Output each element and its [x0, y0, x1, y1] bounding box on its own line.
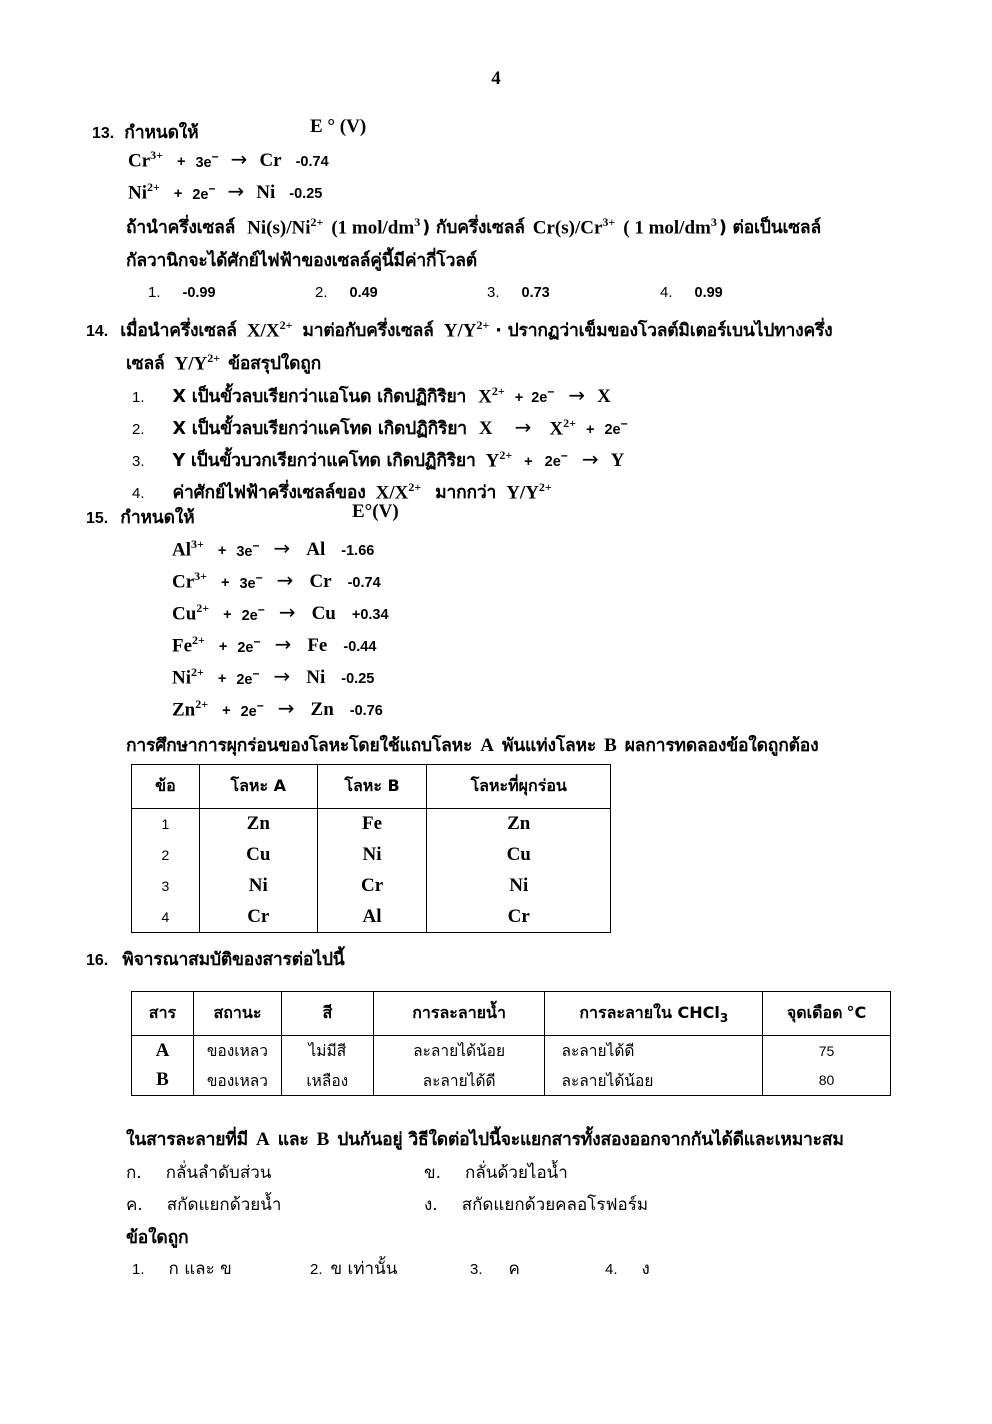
prop-row-a-substance: A — [132, 1036, 194, 1066]
prop-header-chcl3 — [545, 992, 763, 1036]
q14-line-2 — [126, 349, 321, 377]
metal-corrosion-table — [131, 764, 611, 933]
metal-table-header-corroded: โลหะที่ผุกร่อน — [427, 765, 611, 809]
q16-question-c: และ — [277, 1130, 309, 1150]
q14-line-1a: เมื่อนำครึ่งเซลล์ — [120, 321, 237, 341]
q16-option-1-number: 1. — [132, 1261, 145, 1278]
metal-row-4-corroded: Cr — [427, 902, 611, 933]
q13-option-2-text: 0.49 — [349, 285, 378, 301]
metal-row-4-no: 4 — [132, 902, 200, 933]
q16-option-3[interactable] — [470, 1255, 520, 1282]
arrow-right-icon: → — [273, 664, 291, 689]
q16-method-kho2[interactable] — [126, 1191, 281, 1218]
metal-row-1-no: 1 — [132, 809, 200, 840]
q13-option-1[interactable] — [148, 284, 216, 301]
q14-line-1d: $Y/Y^{2+}$ — [443, 317, 490, 341]
arrow-right-icon: → — [568, 383, 586, 407]
q14-option-2-number: 2. — [132, 421, 145, 438]
q14-option-1-text: X เป็นขั้วลบเรียกว่าแอโนด เกิดปฏิกิริยา — [172, 387, 467, 407]
q13-option-1-number: 1. — [148, 284, 161, 301]
q13-prompt: กำหนดให้ — [124, 123, 199, 143]
q15-heading — [86, 503, 194, 531]
q15-hc4-value: -0.44 — [343, 639, 377, 656]
q16-method-ka-letter: ก. — [126, 1163, 142, 1183]
q13-option-2-number: 2. — [315, 284, 328, 301]
q16-option-4[interactable] — [605, 1255, 650, 1282]
q15-hc1-plus: + — [217, 543, 227, 560]
q15-hc3-electrons: 2e− — [241, 602, 265, 624]
q16-method-kho-text: กลั่นด้วยไอน้ำ — [465, 1163, 568, 1183]
prop-header-chcl3-subscript: 3 — [719, 1011, 729, 1026]
q16-option-1-text: ก และ ข — [168, 1259, 232, 1279]
prop-header-bp-unit: °C — [846, 1003, 867, 1022]
q13-body-1d: ) กับครึ่งเซลล์ — [422, 218, 525, 238]
arrow-right-icon: → — [278, 600, 296, 625]
q13-body-1g: ) ต่อเป็นเซลล์ — [718, 218, 821, 238]
q14-option-1-equation: $X^{2+}$ — [478, 383, 505, 407]
prop-header-color: สี — [281, 992, 373, 1036]
q16-option-2-text: ข เท่านั้น — [330, 1259, 398, 1279]
q14-option-4-text: ค่าศักย์ไฟฟ้าครึ่งเซลล์ของ — [172, 483, 366, 503]
q16-method-ngo-text: สกัดแยกด้วยคลอโรฟอร์ม — [461, 1195, 649, 1215]
metal-table-header-metal-a: โลหะ A — [199, 765, 317, 809]
q13-body-1a: ถ้านำครึ่งเซลล์ — [126, 218, 236, 238]
question-13 — [0, 118, 992, 308]
q15-hc4-species: $Fe^{2+}$ — [172, 633, 205, 657]
q14-opt4-x: $X/X^{2+}$ — [375, 479, 422, 503]
q13-option-3[interactable] — [487, 284, 550, 301]
q13-hc2-product: Ni — [256, 182, 276, 204]
arrow-right-icon: → — [227, 179, 245, 204]
metal-table-header-no: ข้อ — [132, 765, 200, 809]
q14-opt1-product: X — [597, 386, 611, 407]
q15-halfcell-4 — [172, 633, 376, 657]
q14-opt2-plus: + — [586, 422, 595, 438]
metal-row-1-metal-b: Fe — [317, 809, 427, 840]
prop-row-b-state: ของเหลว — [193, 1066, 281, 1096]
question-14 — [0, 316, 992, 506]
q16-method-kho2-text: สกัดแยกด้วยน้ำ — [166, 1195, 282, 1215]
q15-hc5-plus: + — [217, 671, 227, 688]
q16-question-line — [126, 1125, 844, 1153]
q15-hc1-species: $Al^{3+}$ — [172, 537, 204, 561]
page-number: 4 — [491, 68, 501, 89]
q14-line-2c: ข้อสรุปใดถูก — [228, 354, 322, 374]
metal-row-2-metal-a: Cu — [199, 840, 317, 871]
prop-row-b-boiling-point: 80 — [763, 1066, 891, 1096]
q16-which-label: ข้อใดถูก — [126, 1228, 189, 1248]
q16-method-kho2-letter: ค. — [126, 1195, 143, 1215]
q16-method-ka[interactable] — [126, 1159, 271, 1186]
q15-statement — [126, 731, 818, 759]
table-row[interactable] — [132, 902, 611, 933]
q14-opt3-product: Y — [610, 450, 625, 471]
q14-option-3[interactable] — [132, 446, 624, 474]
q15-hc6-product: Zn — [310, 699, 334, 721]
q15-hc6-species: $Zn^{2+}$ — [172, 697, 209, 721]
q13-number: 13. — [92, 125, 115, 142]
q15-hc5-electrons: 2e− — [236, 666, 260, 688]
prop-header-substance: สาร — [132, 992, 194, 1036]
q13-heading — [92, 118, 198, 146]
q13-option-4-text: 0.99 — [694, 285, 723, 301]
q14-opt2-reactant: X — [478, 418, 493, 439]
q15-hc6-plus: + — [222, 703, 231, 720]
metal-row-3-no: 3 — [132, 871, 200, 902]
q15-statement-d: B — [604, 735, 617, 756]
q15-hc2-product: Cr — [309, 571, 332, 593]
prop-row-a-chcl3: ละลายได้ดี — [545, 1036, 763, 1066]
q13-body-1c: (1 mol/$dm^3$ — [331, 214, 421, 238]
q15-hc2-value: -0.74 — [347, 575, 381, 592]
q13-hc2-species: $Ni^{2+}$ — [128, 180, 160, 204]
q14-option-1-number: 1. — [132, 389, 145, 406]
q14-opt4-compare: มากกว่า — [435, 483, 497, 503]
q16-option-3-text: ค — [508, 1259, 520, 1279]
table-row[interactable] — [132, 871, 611, 902]
q14-line-2b: $Y/Y^{2+}$ — [174, 350, 221, 374]
q13-halfcell-1 — [128, 148, 329, 172]
q15-hc3-plus: + — [223, 607, 232, 624]
prop-row-a-water: ละลายได้น้อย — [373, 1036, 545, 1066]
q16-prompt: พิจารณาสมบัติของสารต่อไปนี้ — [122, 950, 345, 970]
prop-row-b-color: เหลือง — [281, 1066, 373, 1096]
q14-line-2a: เซลล์ — [126, 354, 165, 374]
q16-option-4-number: 4. — [605, 1261, 618, 1278]
arrow-right-icon: → — [274, 632, 292, 657]
prop-header-boiling-point — [763, 992, 891, 1036]
table-header-row — [132, 765, 611, 809]
q14-option-2-equation: $X^{2+}$ — [549, 415, 576, 439]
metal-row-4-metal-b: Al — [317, 902, 427, 933]
q15-hc4-electrons: 2e− — [237, 634, 261, 656]
prop-row-a-boiling-point: 75 — [763, 1036, 891, 1066]
prop-row-b-water: ละลายได้ดี — [373, 1066, 545, 1096]
arrow-right-icon: → — [276, 568, 294, 593]
prop-header-state: สถานะ — [193, 992, 281, 1036]
q13-body-1b: $Ni(s)/Ni^{2+}$ — [247, 214, 324, 238]
table-header-row — [132, 992, 891, 1036]
metal-row-1-metal-a: Zn — [199, 809, 317, 840]
arrow-right-icon: → — [581, 447, 599, 471]
q14-option-4-number: 4. — [132, 485, 145, 502]
q16-number: 16. — [86, 952, 109, 969]
metal-row-2-metal-b: Ni — [317, 840, 427, 871]
q15-halfcell-5 — [172, 665, 374, 689]
prop-row-b-substance: B — [132, 1066, 194, 1096]
q15-halfcell-1 — [172, 537, 374, 561]
q13-option-3-number: 3. — [487, 284, 500, 301]
q14-opt3-electrons: 2e− — [544, 449, 568, 470]
q14-option-3-number: 3. — [132, 453, 145, 470]
q16-question-a: ในสารละลายที่มี — [126, 1130, 249, 1150]
q13-option-4-number: 4. — [660, 284, 673, 301]
q15-statement-e: ผลการทดลองข้อใดถูกต้อง — [624, 736, 819, 756]
q14-option-3-text: Y เป็นขั้วบวกเรียกว่าแคโทด เกิดปฏิกิริยา — [172, 451, 476, 471]
q16-question-b: A — [256, 1129, 270, 1150]
prop-header-water: การละลายน้ำ — [373, 992, 545, 1036]
table-row[interactable] — [132, 809, 611, 840]
arrow-right-icon: → — [273, 536, 291, 561]
q15-number: 15. — [86, 510, 109, 527]
q13-body-line-2: กัลวานิกจะได้ศักย์ไฟฟ้าของเซลล์คู่นี้มีค่ากี่โวลต์ — [126, 251, 477, 271]
q13-body-1e: $Cr(s)/Cr^{3+}$ — [532, 214, 616, 238]
q15-hc3-product: Cu — [311, 603, 336, 625]
q15-hc2-species: $Cr^{3+}$ — [172, 569, 207, 593]
q15-hc1-product: Al — [306, 539, 326, 561]
prop-header-chcl3-text: การละลายใน CHCl — [579, 1003, 720, 1022]
q13-hc2-electrons: 2e− — [192, 181, 216, 203]
arrow-right-icon: → — [514, 415, 532, 439]
q15-hc5-value: -0.25 — [341, 671, 375, 688]
q15-hc3-value: +0.34 — [351, 607, 389, 624]
q15-prompt: กำหนดให้ — [120, 508, 195, 528]
q16-method-ka-text: กลั่นลำดับส่วน — [165, 1163, 272, 1183]
q15-hc5-species: $Ni^{2+}$ — [172, 665, 204, 689]
prop-row-a-color: ไม่มีสี — [281, 1036, 373, 1066]
q13-hc1-value: -0.74 — [295, 154, 329, 171]
q14-option-1[interactable] — [132, 382, 611, 410]
q14-option-2[interactable] — [132, 414, 628, 442]
q15-statement-c: พันแท่งโลหะ — [501, 736, 597, 756]
q16-option-2[interactable] — [310, 1255, 397, 1282]
q15-hc3-species: $Cu^{2+}$ — [172, 601, 210, 625]
q13-option-3-text: 0.73 — [521, 285, 550, 301]
q15-hc2-plus: + — [221, 575, 230, 592]
q13-hc2-plus: + — [173, 186, 183, 203]
metal-table-header-metal-b: โลหะ B — [317, 765, 427, 809]
q13-body-line-1 — [126, 213, 821, 241]
q16-question-e: ปนกันอยู่ วิธีใดต่อไปนี้จะแยกสารทั้งสองออกจากกันได้ดีและเหมาะสม — [337, 1130, 844, 1150]
q13-hc1-electrons: 3e− — [195, 149, 219, 171]
q14-opt4-y: $Y/Y^{2+}$ — [506, 479, 552, 503]
q16-question-d: B — [316, 1129, 330, 1150]
q13-hc2-value: -0.25 — [289, 186, 323, 203]
metal-row-3-corroded: Ni — [427, 871, 611, 902]
q14-option-4[interactable] — [132, 478, 552, 506]
prop-row-b-chcl3: ละลายได้น้อย — [545, 1066, 763, 1096]
q15-halfcell-6 — [172, 697, 383, 721]
q16-option-1[interactable] — [132, 1255, 232, 1282]
metal-row-2-no: 2 — [132, 840, 200, 871]
q16-method-ngo[interactable] — [424, 1191, 648, 1218]
table-row[interactable] — [132, 1066, 891, 1096]
q15-hc2-electrons: 3e− — [239, 570, 263, 592]
q14-line-1 — [86, 316, 833, 344]
q15-hc1-value: -1.66 — [341, 543, 375, 560]
q15-hc1-electrons: 3e− — [236, 538, 260, 560]
q14-opt1-electrons: 2e− — [531, 385, 555, 406]
q13-option-1-text: -0.99 — [182, 285, 216, 301]
q16-heading — [86, 945, 345, 973]
q14-option-2-text: X เป็นขั้วลบเรียกว่าแคโทด เกิดปฏิกิริยา — [172, 419, 467, 439]
q13-e-header: E ° (V) — [310, 116, 367, 137]
q13-hc1-species: $Cr^{3+}$ — [128, 148, 163, 172]
arrow-right-icon: → — [277, 696, 295, 721]
q15-hc5-product: Ni — [306, 667, 326, 689]
q14-number: 14. — [86, 323, 109, 340]
metal-row-1-corroded: Zn — [427, 809, 611, 840]
q14-line-1c: มาต่อกับครึ่งเซลล์ — [302, 321, 434, 341]
q13-hc1-plus: + — [177, 154, 186, 171]
q14-line-1b: $X/X^{2+}$ — [246, 317, 293, 341]
q16-method-ngo-letter: ง. — [424, 1195, 438, 1215]
q16-option-4-text: ง — [641, 1259, 650, 1279]
substance-properties-table — [131, 991, 891, 1096]
q15-halfcell-3 — [172, 601, 389, 625]
q15-statement-a: การศึกษาการผุกร่อนของโลหะโดยใช้แถบโลหะ — [126, 736, 473, 756]
q16-option-3-number: 3. — [470, 1261, 483, 1278]
prop-row-a-state: ของเหลว — [193, 1036, 281, 1066]
q15-hc4-plus: + — [218, 639, 228, 656]
q15-e-header: E°(V) — [352, 501, 399, 522]
q14-opt1-plus: + — [514, 390, 524, 406]
metal-row-3-metal-b: Cr — [317, 871, 427, 902]
metal-row-3-metal-a: Ni — [199, 871, 317, 902]
q15-halfcell-2 — [172, 569, 381, 593]
q16-option-2-number: 2. — [310, 1261, 323, 1278]
arrow-right-icon: → — [230, 147, 248, 172]
q13-option-2[interactable] — [315, 284, 378, 301]
q13-option-4[interactable] — [660, 284, 723, 301]
q15-hc6-electrons: 2e− — [240, 698, 264, 720]
metal-row-2-corroded: Cu — [427, 840, 611, 871]
metal-row-4-metal-a: Cr — [199, 902, 317, 933]
q13-halfcell-2 — [128, 180, 322, 204]
table-row[interactable] — [132, 1036, 891, 1066]
q13-hc1-product: Cr — [259, 150, 282, 172]
q15-hc6-value: -0.76 — [349, 703, 383, 720]
q14-option-3-equation: $Y^{2+}$ — [485, 447, 513, 471]
q15-statement-b: A — [480, 735, 494, 756]
q14-opt2-electrons: 2e− — [604, 417, 628, 438]
q14-opt3-plus: + — [524, 454, 533, 470]
prop-header-bp-text: จุดเดือด — [786, 1003, 843, 1022]
q16-method-kho-letter: ข. — [424, 1163, 442, 1183]
q16-method-kho[interactable] — [424, 1159, 568, 1186]
q13-body-1f: ( 1 mol/$dm^3$ — [623, 214, 717, 238]
q15-hc4-product: Fe — [307, 635, 328, 657]
table-row[interactable] — [132, 840, 611, 871]
q14-line-1e: · ปรากฏว่าเข็มของโวลต์มิเตอร์เบนไปทางครึ่ง — [495, 321, 833, 341]
